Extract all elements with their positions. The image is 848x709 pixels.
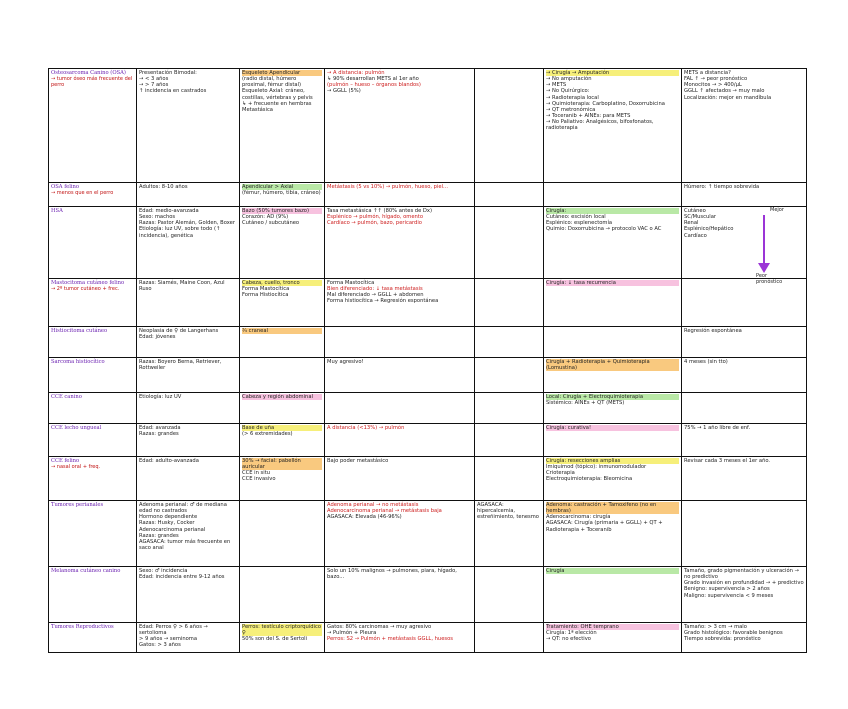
tumor-name-cell (49, 207, 137, 279)
cell-c5 (544, 457, 682, 501)
cell-c6 (682, 69, 807, 183)
cell-line: Tamaño: > 3 cm → malo (684, 624, 747, 630)
cell-c2 (240, 327, 325, 358)
cell-line: AGASACA: Cirugía (primaria + GGLL) + QT + Radioterapia + Toceranib (546, 520, 663, 533)
cell-line: Cabeza, cuello, tronco (242, 280, 322, 286)
cell-line: METS a distancia? (684, 70, 731, 76)
cell-line: Esplénico → pulmón, hígado, omento (327, 214, 424, 221)
prognosis-arrow (752, 207, 784, 285)
table-row (49, 327, 807, 358)
cell-c6 (682, 623, 807, 653)
cell-c4 (475, 393, 544, 424)
tumor-name-cell (49, 183, 137, 207)
down-arrow-icon (752, 215, 782, 277)
cell-line: → Quimioterapia: Carboplatino, Doxorrubicina (546, 100, 665, 107)
cell-line: Gatos: > 3 años (139, 642, 181, 649)
table-row (49, 501, 807, 567)
tumor-name: Sarcoma histiocítico (51, 359, 105, 365)
cell-line: Edad: Perros ♀ > 6 años → sertolioma (139, 624, 208, 637)
cell-line: Edad: jóvenes (139, 334, 176, 341)
cell-line: → Radioterapia local (546, 94, 599, 101)
cell-c4 (475, 69, 544, 183)
cell-c2 (240, 567, 325, 623)
cell-line: Presentación Bimodal: (139, 70, 197, 76)
cell-line: AGASACA: tumor más frecuente en saco anal (139, 538, 231, 551)
cell-line: (> 6 extremidades) (242, 431, 293, 438)
cell-line: Adenoma perianal → no metástasis (327, 502, 419, 508)
cell-line: Hormono dependiente (139, 514, 198, 521)
table-row (49, 183, 807, 207)
cell-line: Local: Cirugía + Electroquimioterapia (546, 394, 679, 400)
cell-c5 (544, 623, 682, 653)
cell-line: Revisar cada 3 meses el 1er año. (684, 458, 771, 464)
cell-line: ¾ craneal (242, 328, 322, 334)
cell-line: > 9 años → seminoma (139, 636, 198, 643)
cell-line: Neoplasia de ♀ de Langerhans (139, 328, 219, 334)
cell-line: ↳ + frecuente en hembras (242, 100, 312, 107)
cell-c4 (475, 567, 544, 623)
cell-c6 (682, 457, 807, 501)
tumor-name-cell (49, 69, 137, 183)
cell-c1 (137, 279, 240, 327)
cell-line: ↑ incidencia en castrados (139, 88, 207, 95)
cell-line: → Pulmón + Pleura (327, 630, 377, 637)
arrow-bottom-label: Peor pronóstico (756, 273, 783, 285)
cell-c5 (544, 183, 682, 207)
cell-c6 (682, 279, 807, 327)
cell-line: Húmero: ↑ tiempo sobrevida (684, 184, 760, 190)
cell-line: Adultos: 8-10 años (139, 184, 188, 190)
tumor-name: Tumores Reproductivos (51, 624, 114, 630)
cell-line: Forma histiocítica → Regresión espontánea (327, 298, 439, 305)
cell-line: Crioterapia (546, 470, 575, 477)
cell-c4 (475, 327, 544, 358)
cell-line: 75% → 1 año libre de enf. (684, 425, 751, 431)
cell-c5 (544, 279, 682, 327)
cell-line: Esqueleto Axial: cráneo, (242, 88, 305, 95)
cell-c2 (240, 457, 325, 501)
tumor-name-cell (49, 358, 137, 393)
cell-line: Tasa metastásica ↑↑ (80% antes de Dx) (327, 208, 433, 214)
cell-line: Regresión espontánea (684, 328, 742, 334)
table-row (49, 623, 807, 653)
tumor-name: CCE canino (51, 394, 82, 400)
cell-line: → Toceranib + AINEs: para METS (546, 112, 631, 119)
cell-line: CCE invasivo (242, 476, 276, 483)
cell-line: Esqueleto Apendicular (242, 70, 322, 76)
cell-line: Sistémico: AINEs + QT (METS) (546, 400, 625, 407)
cell-line: Base de uña (242, 425, 322, 431)
cell-line: → QT metronómica (546, 106, 596, 113)
cell-line: Benigno: supervivencia > 2 años (684, 586, 770, 593)
cell-c4 (475, 457, 544, 501)
cell-c4 (475, 358, 544, 393)
cell-line: Metastásica (242, 106, 273, 113)
tumor-name: Osteosarcoma Canino (OSA) (51, 70, 126, 76)
cell-line: Cirugía: 1ª elección (546, 630, 597, 637)
cell-c2 (240, 279, 325, 327)
cell-line: Esplénico/Hepático (684, 226, 734, 233)
cell-line: Tiempo sobrevida: pronóstico (684, 636, 761, 643)
cell-c1 (137, 393, 240, 424)
table-row (49, 207, 807, 279)
cell-line: Corazón: AD (9%) (242, 214, 289, 221)
cell-line: Mal diferenciado → GGLL + abdomen (327, 292, 424, 299)
cell-line: Electroquimioterapia: Bleomicina (546, 476, 633, 483)
tumor-name: CCE lecho ungueal (51, 425, 102, 431)
cell-c6 (682, 501, 807, 567)
cell-line: Metástasis (5 vs 10%) → pulmón, hueso, piel... (327, 184, 448, 190)
cell-line: Edad: adulto-avanzada (139, 458, 199, 464)
cell-c3 (325, 457, 475, 501)
tumor-name: CCE felino (51, 458, 80, 464)
cell-c2 (240, 358, 325, 393)
cell-line: Quimio: Doxorrubicina → protocolo VAC o AC (546, 226, 662, 233)
cell-line: Bien diferenciado: ↓ tasa metástasis (327, 286, 423, 293)
cell-line: Razas: Boyero Berna, Retriever, Rottweiler (139, 359, 222, 372)
cell-c4 (475, 623, 544, 653)
cell-line: Forma Mastocítica (327, 280, 375, 286)
cell-c3 (325, 393, 475, 424)
cell-line: Grado histológico: favorable benignos (684, 630, 783, 637)
cell-c5 (544, 501, 682, 567)
cell-line: Grado invasión en profundidad → + predictivo (684, 580, 804, 587)
cell-line: → METS (546, 82, 567, 89)
cell-line: Apendicular > Axial (242, 184, 322, 190)
cell-line: (fémur, húmero, tibia, cráneo) (242, 190, 321, 197)
cell-c1 (137, 457, 240, 501)
tumor-summary-table (48, 68, 807, 653)
cell-line: A distancia (<13%) → pulmón (327, 425, 405, 431)
cell-c4 (475, 501, 544, 567)
cell-line: Edad: avanzada (139, 425, 181, 431)
cell-c4 (475, 279, 544, 327)
table-row (49, 393, 807, 424)
cell-line: Razas: Pastor Alemán, Golden, Boxer (139, 220, 235, 227)
cell-c3 (325, 207, 475, 279)
cell-line: → < 3 años (139, 76, 169, 83)
cell-line: → QT: no efectivo (546, 636, 591, 643)
table-row (49, 457, 807, 501)
cell-line: Edad: incidencia entre 9-12 años (139, 574, 225, 581)
cell-c5 (544, 567, 682, 623)
tumor-name: OSA felino (51, 184, 79, 190)
cell-c1 (137, 358, 240, 393)
cell-c6 (682, 567, 807, 623)
cell-c4 (475, 424, 544, 457)
cell-line: Forma Mastocítica (242, 286, 290, 293)
tumor-name: Histiocitoma cutáneo (51, 328, 108, 334)
cell-line: Cirugía: curativa! (546, 425, 679, 431)
cell-line: Tratamiento: OHE temprano (546, 624, 679, 630)
cell-c5 (544, 358, 682, 393)
tumor-name-cell (49, 327, 137, 358)
table-row (49, 358, 807, 393)
cell-line: Adenocarcinoma perianal (139, 526, 206, 533)
cell-line: Cirugía: resecciones amplias (546, 458, 679, 464)
cell-c2 (240, 424, 325, 457)
cell-c2 (240, 69, 325, 183)
cell-c1 (137, 424, 240, 457)
cell-line: → No Quirúrgico: (546, 88, 590, 95)
cell-line: SC/Muscular (684, 214, 717, 221)
cell-c4 (475, 183, 544, 207)
cell-line: Monocitos → > 400/µL (684, 82, 742, 89)
cell-line: AGASACA: Elevada (46-96%) (327, 514, 402, 521)
arrow-top-label: Mejor (770, 207, 784, 213)
cell-line: Maligno: supervivencia < 9 meses (684, 592, 774, 599)
cell-line: Adenoma perianal: ♂ de mediana edad no castrados (139, 502, 227, 515)
cell-line: Cutáneo (684, 208, 706, 214)
cell-line: Tamaño, grado pigmentación y ulceración → no predictivo (684, 568, 799, 581)
cell-c5 (544, 207, 682, 279)
cell-c6 (682, 207, 807, 279)
cell-line: Gatos: 80% carcinomas → muy agresivo (327, 624, 432, 630)
cell-c2 (240, 393, 325, 424)
cell-line: Cirugía (546, 568, 679, 574)
cell-c5 (544, 424, 682, 457)
cell-line: Forma Histiocítica (242, 292, 289, 299)
cell-c3 (325, 69, 475, 183)
table-row (49, 69, 807, 183)
tumor-name: Mastocitoma cutáneo felino (51, 280, 125, 286)
tumor-name-cell (49, 279, 137, 327)
tumor-name-cell (49, 393, 137, 424)
table-row (49, 567, 807, 623)
tumor-name-cell (49, 457, 137, 501)
cell-c5 (544, 327, 682, 358)
cell-c6 (682, 327, 807, 358)
tumor-name: Melanoma cutáneo canino (51, 568, 121, 574)
cell-line: Renal (684, 220, 699, 227)
tumor-name-cell (49, 424, 137, 457)
cell-line: Cutáneo: escisión local (546, 214, 606, 221)
cell-c1 (137, 623, 240, 653)
cell-line: Cardíaco (684, 232, 707, 239)
tumor-name: HSA (51, 208, 63, 214)
cell-line: Muy agresivo! (327, 359, 364, 365)
cell-c5 (544, 393, 682, 424)
cell-c3 (325, 183, 475, 207)
cell-c3 (325, 327, 475, 358)
tumor-name-cell (49, 501, 137, 567)
cell-line: 4 meses (sin tto) (684, 359, 728, 365)
cell-line: 50% son del S. de Sertoli (242, 636, 307, 643)
cell-c2 (240, 207, 325, 279)
tumor-name-cell (49, 623, 137, 653)
cell-line: Adenocarcinoma perianal → metástasis baja (327, 508, 442, 515)
cell-line: Adenocarcinoma: cirugía (546, 514, 611, 521)
cell-line: → A distancia: pulmón (327, 70, 385, 76)
cell-line: Cutáneo / subcutáneo (242, 220, 300, 227)
cell-line: → GGLL (5%) (327, 88, 361, 95)
cell-line: (pulmón – hueso – órganos blandos) (327, 82, 421, 89)
tumor-name: Tumores perianales (51, 502, 104, 508)
cell-line: Bazo (50% tumores bazo) (242, 208, 322, 214)
cell-line: → Cirugía → Amputación (546, 70, 679, 76)
cell-line: FAL ↑ → peor pronóstico (684, 76, 748, 83)
cell-line: Etiología: luz UV, sobre todo (↑ incidencia), genética (139, 226, 221, 239)
cell-line: → No amputación (546, 76, 592, 83)
cell-c1 (137, 327, 240, 358)
cell-c1 (137, 69, 240, 183)
cell-line: Cardíaco → pulmón, bazo, pericardio (327, 220, 422, 227)
cell-c2 (240, 623, 325, 653)
cell-line: Etiología: luz UV (139, 394, 182, 400)
tumor-name-cell (49, 567, 137, 623)
cell-line: Razas: Siamés, Maine Coon, Azul Ruso (139, 280, 225, 293)
cell-line: Bajo poder metastásico (327, 458, 389, 464)
cell-c3 (325, 501, 475, 567)
tumor-note: → menos que en el perro (51, 190, 114, 197)
cell-line: (radio distal, húmero proximal, fémur distal) (242, 76, 302, 89)
cell-c5 (544, 69, 682, 183)
cell-c3 (325, 279, 475, 327)
cell-line: costillas, vértebras y pelvis (242, 94, 313, 101)
cell-line: GGLL ↑ afectados → muy malo (684, 88, 765, 95)
tumor-note: → nasal oral + freq. (51, 464, 101, 471)
cell-line: ↳ 90% desarrollan METS al 1er año (327, 76, 419, 83)
cell-line: CCE in situ (242, 470, 271, 477)
cell-c6 (682, 424, 807, 457)
cell-c3 (325, 424, 475, 457)
table-row (49, 424, 807, 457)
cell-line: 30% → facial: pabellón auricular (242, 458, 322, 470)
cell-line: Cirugía: (546, 208, 679, 214)
cell-line: Perros: testículo criptorquídico ♀ (242, 624, 322, 637)
cell-c2 (240, 183, 325, 207)
cell-c1 (137, 501, 240, 567)
cell-line: Esplénico: esplenectomía (546, 220, 613, 227)
cell-c3 (325, 623, 475, 653)
cell-line: → > 7 años (139, 82, 169, 89)
cell-c6 (682, 183, 807, 207)
cell-c6 (682, 393, 807, 424)
table-row (49, 279, 807, 327)
cell-line: Cirugía: ↓ tasa recurrencia (546, 280, 679, 286)
cell-line: Perros: S2 → Pulmón + metástasis GGLL, huesos (327, 636, 453, 643)
cell-line: Razas: grandes (139, 532, 179, 539)
tumor-note: → 2º tumor cutáneo + frec. (51, 286, 120, 293)
cell-c4 (475, 207, 544, 279)
cell-c2 (240, 501, 325, 567)
tumor-note: → tumor óseo más frecuente del perro (51, 76, 133, 89)
cell-line: Adenoma: castración + Tamoxifeno (no en hembras) (546, 502, 679, 514)
cell-line: Edad: medio-avanzada (139, 208, 199, 214)
cell-line: Cabeza y región abdominal (242, 394, 322, 400)
cell-line: Razas: grandes (139, 431, 179, 438)
cell-line: Localización: mejor en mandíbula (684, 94, 772, 101)
cell-c6 (682, 358, 807, 393)
cell-line: Sexo: ♂ incidencia (139, 568, 188, 574)
cell-line: Cirugía + Radioterapia + Quimioterapia (Lomustina) (546, 359, 679, 371)
cell-line: AGASACA: hipercalcemia, estreñimiento, tenesmo (477, 502, 539, 521)
cell-c3 (325, 567, 475, 623)
cell-c1 (137, 567, 240, 623)
cell-line: Solo un 10% malignos → pulmones, piara, hígado, bazo... (327, 568, 457, 581)
cell-line: Imiquimod (tópico): inmunomodulador (546, 464, 647, 471)
cell-c1 (137, 207, 240, 279)
cell-line: → No Paliativo: Analgésicos, bifosfonatos, radioterapia (546, 119, 654, 132)
cell-line: Razas: Husky, Cocker (139, 520, 195, 527)
cell-c3 (325, 358, 475, 393)
cell-c1 (137, 183, 240, 207)
cell-line: Sexo: machos (139, 214, 176, 221)
